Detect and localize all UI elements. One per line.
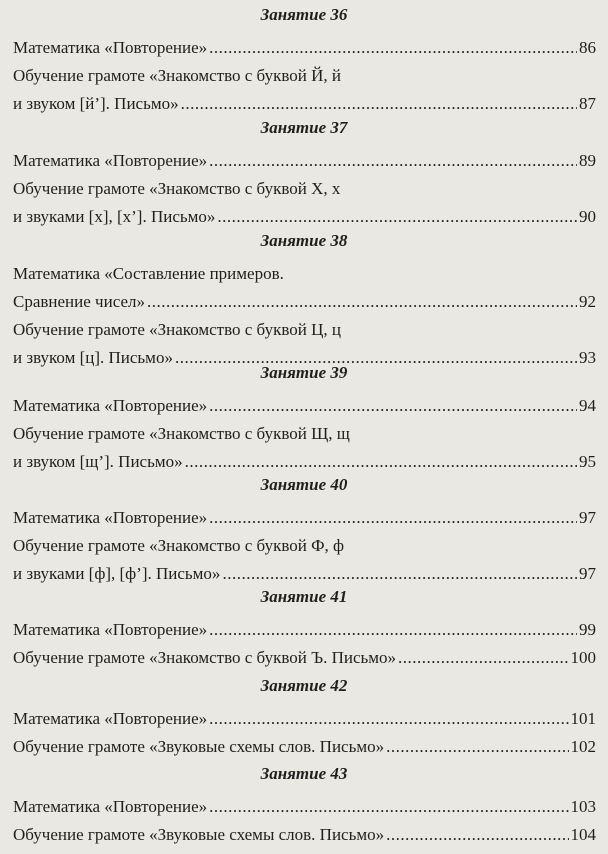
toc-section-42 <box>0 675 608 761</box>
page-number: 97 <box>579 508 596 527</box>
section-heading: Занятие 41 <box>260 587 348 606</box>
entry-text: и звуком [щ’]. Письмо» <box>13 452 183 471</box>
entry-text: Обучение грамоте «Звуковые схемы слов. Письмо» <box>13 825 385 844</box>
toc-entry <box>0 793 608 821</box>
section-heading: Занятие 40 <box>260 475 348 494</box>
dot-leader <box>386 733 568 761</box>
page-number: 95 <box>579 452 596 471</box>
toc-entry <box>0 448 608 476</box>
page-number: 93 <box>579 348 596 367</box>
toc-entry <box>0 62 608 90</box>
section-heading: Занятие 38 <box>260 231 348 250</box>
toc-entry <box>0 288 608 316</box>
dot-leader <box>386 821 568 849</box>
toc-section-38 <box>0 230 608 372</box>
toc-entry <box>0 705 608 733</box>
entry-text: и звуками [х], [х’]. Письмо» <box>13 207 216 226</box>
section-heading: Занятие 36 <box>260 5 348 24</box>
dot-leader <box>181 90 577 118</box>
entry-text: Сравнение чисел» <box>13 292 145 311</box>
toc-entry <box>0 175 608 203</box>
toc-entry <box>0 34 608 62</box>
entry-text: Обучение грамоте «Знакомство с буквой Х, х <box>13 179 341 198</box>
dot-leader <box>209 34 577 62</box>
section-heading: Занятие 39 <box>260 363 348 382</box>
entry-text: Обучение грамоте «Знакомство с буквой Й, й <box>13 66 341 85</box>
dot-leader <box>209 793 568 821</box>
entry-text: Обучение грамоте «Знакомство с буквой Щ, щ <box>13 424 350 443</box>
entry-text: Математика «Повторение» <box>13 151 208 170</box>
entry-text: Обучение грамоте «Знакомство с буквой Ц, ц <box>13 320 341 339</box>
page-number: 90 <box>579 207 596 226</box>
page-number: 92 <box>579 292 596 311</box>
toc-entry <box>0 644 608 672</box>
toc-entry <box>0 203 608 231</box>
entry-text: Математика «Повторение» <box>13 508 208 527</box>
dot-leader <box>209 147 577 175</box>
dot-leader <box>209 616 577 644</box>
toc-section-39 <box>0 362 608 476</box>
toc-section-37 <box>0 117 608 231</box>
toc-entry <box>0 420 608 448</box>
entry-text: и звуками [ф], [ф’]. Письмо» <box>13 564 221 583</box>
entry-text: Обучение грамоте «Звуковые схемы слов. Письмо» <box>13 737 385 756</box>
toc-entry <box>0 260 608 288</box>
entry-text: Математика «Повторение» <box>13 709 208 728</box>
dot-leader <box>147 288 577 316</box>
entry-text: Математика «Повторение» <box>13 396 208 415</box>
dot-leader <box>209 705 568 733</box>
toc-entry <box>0 147 608 175</box>
section-heading: Занятие 42 <box>260 676 348 695</box>
entry-text: Обучение грамоте «Знакомство с буквой Ф, ф <box>13 536 345 555</box>
entry-text: Математика «Повторение» <box>13 620 208 639</box>
page-number: 102 <box>570 737 596 756</box>
page-number: 104 <box>570 825 596 844</box>
page-number: 103 <box>570 797 596 816</box>
entry-text: Математика «Повторение» <box>13 38 208 57</box>
dot-leader <box>209 392 577 420</box>
toc-entry <box>0 90 608 118</box>
toc-section-36 <box>0 4 608 118</box>
section-heading: Занятие 37 <box>260 118 348 137</box>
dot-leader <box>222 560 577 588</box>
entry-text: Обучение грамоте «Знакомство с буквой Ъ. Письмо» <box>13 648 397 667</box>
page-number: 94 <box>579 396 596 415</box>
toc-section-43 <box>0 763 608 849</box>
entry-text: Математика «Составление примеров. <box>13 264 284 283</box>
toc-entry <box>0 560 608 588</box>
toc-entry <box>0 392 608 420</box>
page-number: 97 <box>579 564 596 583</box>
toc-entry <box>0 532 608 560</box>
entry-text: и звуком [й’]. Письмо» <box>13 94 179 113</box>
entry-text: Математика «Повторение» <box>13 797 208 816</box>
dot-leader <box>185 448 577 476</box>
page-number: 100 <box>570 648 596 667</box>
toc-entry <box>0 316 608 344</box>
toc-entry <box>0 821 608 849</box>
page-number: 101 <box>570 709 596 728</box>
toc-section-41 <box>0 586 608 672</box>
section-heading: Занятие 43 <box>260 764 348 783</box>
page-number: 87 <box>579 94 596 113</box>
dot-leader <box>217 203 577 231</box>
page-number: 99 <box>579 620 596 639</box>
entry-text: и звуком [ц]. Письмо» <box>13 348 173 367</box>
page-number: 86 <box>579 38 596 57</box>
toc-section-40 <box>0 474 608 588</box>
toc-entry <box>0 504 608 532</box>
toc-entry <box>0 733 608 761</box>
page-number: 89 <box>579 151 596 170</box>
toc-entry <box>0 616 608 644</box>
dot-leader <box>209 504 577 532</box>
dot-leader <box>398 644 568 672</box>
